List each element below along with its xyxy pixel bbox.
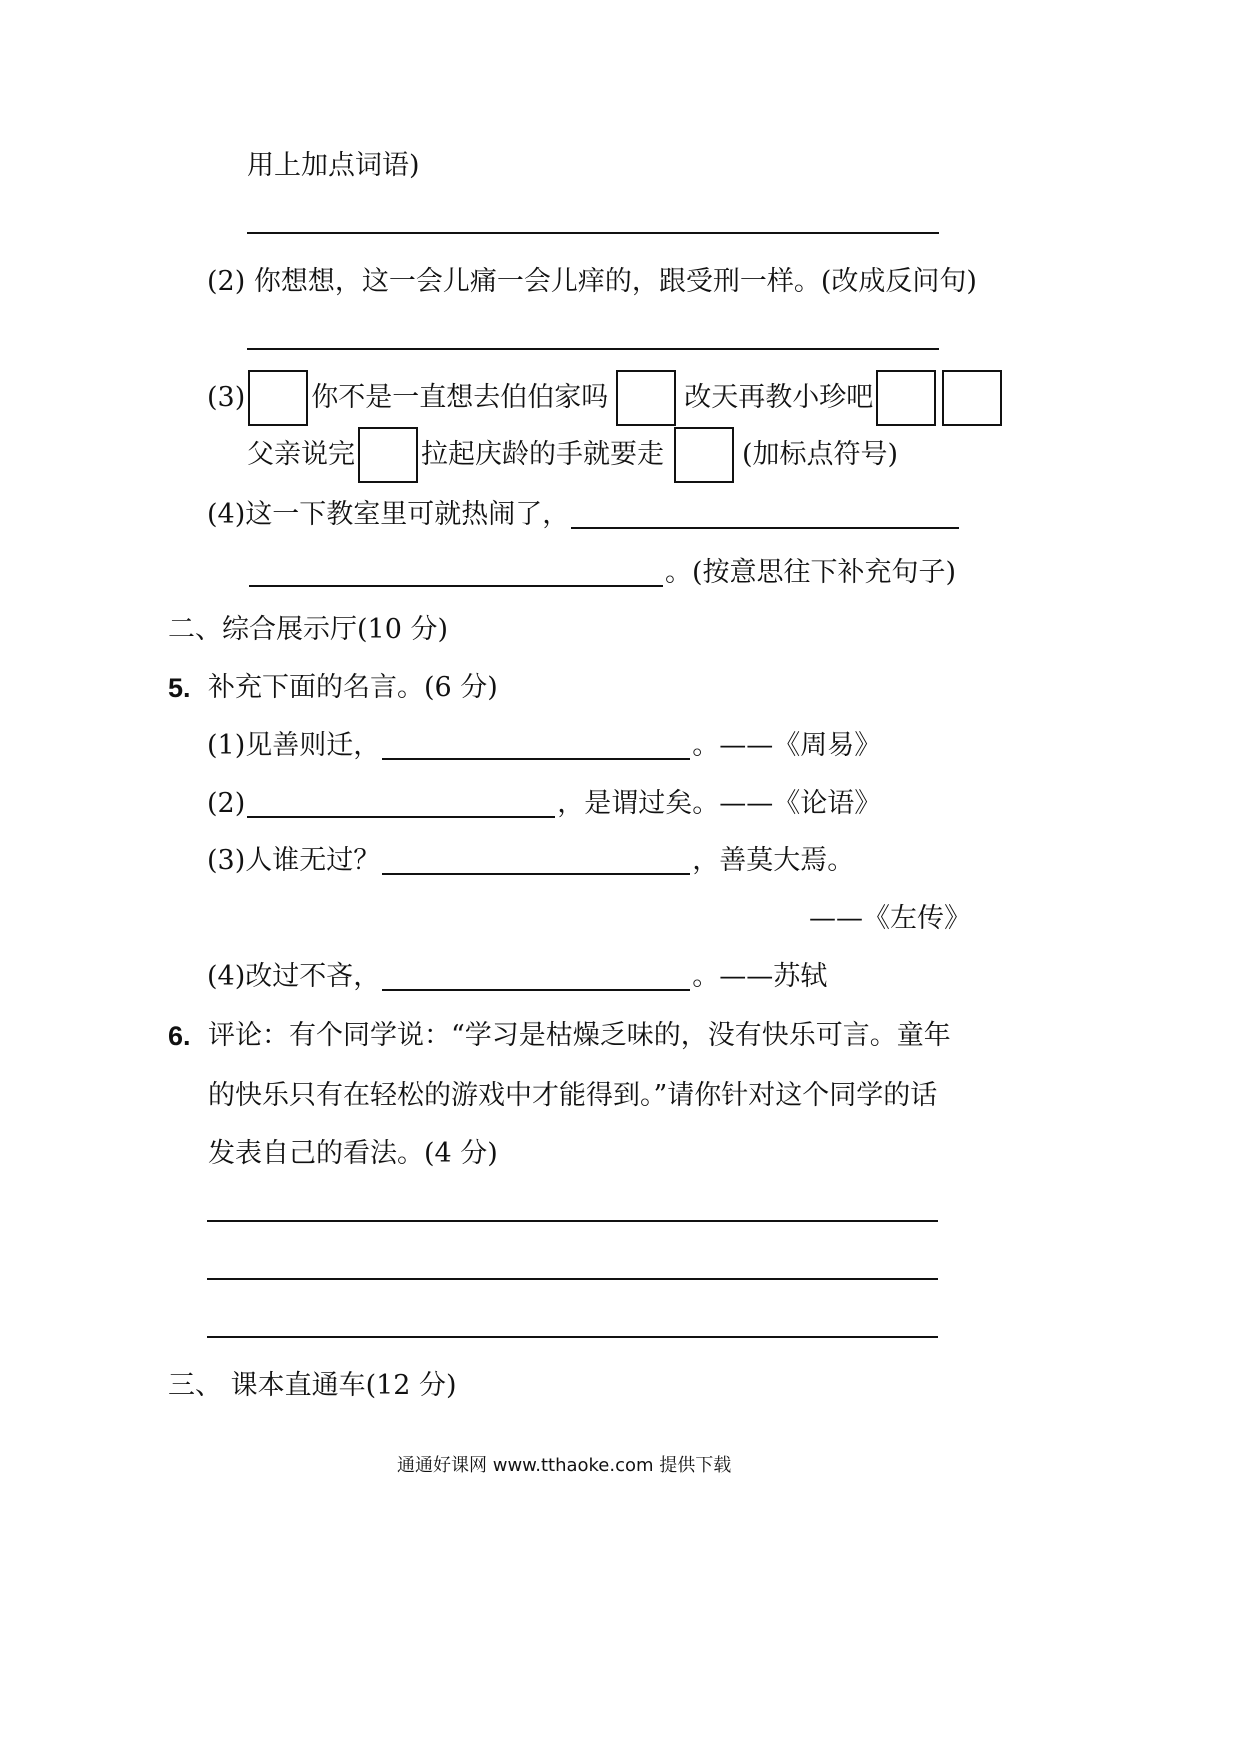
punct-box-1[interactable]: [248, 370, 308, 426]
q6-text-2: 的快乐只有在轻松的游戏中才能得到。”请你针对这个同学的话: [208, 1080, 938, 1111]
q5-item-2: [207, 786, 881, 822]
answer-line-q4-2[interactable]: [247, 348, 939, 350]
answer-blank-q4-4b[interactable]: [249, 559, 663, 587]
q4-3-hint: (加标点符号): [742, 439, 899, 470]
q5-number: 5.: [168, 673, 191, 703]
q5-item-4-tail: 。——苏轼: [692, 961, 828, 992]
q4-4-line1: [207, 497, 961, 533]
q4-3-line1: [207, 370, 1005, 426]
answer-line-q4-1[interactable]: [247, 232, 939, 234]
q5-item-1: [207, 728, 881, 764]
q5-item-2-tail: ，是谓过矣。——《论语》: [557, 788, 882, 819]
q5-item-4-lead: (4)改过不吝，: [207, 961, 381, 992]
q4-3-seg1: 你不是一直想去伯伯家吗: [311, 382, 609, 413]
punct-box-5[interactable]: [358, 427, 418, 483]
q5-heading: [168, 670, 498, 706]
answer-blank-q5-2[interactable]: [247, 790, 555, 818]
q6-text-1: 评论：有个同学说：“学习是枯燥乏味的，没有快乐可言。童年: [208, 1020, 951, 1051]
q6-number: 6.: [168, 1021, 191, 1051]
q4-3-line2: [247, 427, 898, 483]
q5-item-1-lead: (1)见善则迁，: [207, 730, 381, 761]
answer-blank-q4-4a[interactable]: [571, 501, 959, 529]
answer-blank-q5-1[interactable]: [382, 732, 690, 760]
q4-4-lead: (4)这一下教室里可就热闹了，: [207, 499, 570, 530]
q4-2-text: (2) 你想想，这一会儿痛一会儿痒的，跟受刑一样。(改成反问句): [207, 266, 977, 297]
answer-line-q6-1[interactable]: [207, 1220, 938, 1222]
q4-4-tail: 。(按意思往下补充句子): [665, 557, 957, 588]
q5-item-1-tail: 。——《周易》: [692, 730, 882, 761]
q6-text-3: 发表自己的看法。(4 分): [208, 1138, 498, 1169]
punct-box-6[interactable]: [674, 427, 734, 483]
q5-item-3-lead: (3)人谁无过？: [207, 845, 381, 876]
answer-blank-q5-4[interactable]: [382, 963, 690, 991]
q5-item-3: [207, 843, 854, 879]
q5-item-3-source: ——《左传》: [809, 903, 971, 934]
q5-item-3-tail: ，善莫大焉。: [692, 845, 855, 876]
q4-4-line2: [247, 555, 956, 591]
q4-3-seg4: 拉起庆龄的手就要走: [421, 439, 664, 470]
q4-3-seg2: 改天再教小珍吧: [684, 382, 874, 413]
punct-box-2[interactable]: [616, 370, 676, 426]
punct-box-4[interactable]: [942, 370, 1002, 426]
q4-1-tail: 用上加点词语): [247, 150, 420, 181]
punct-box-3[interactable]: [876, 370, 936, 426]
answer-line-q6-3[interactable]: [207, 1336, 938, 1338]
q6-line1: [168, 1018, 951, 1054]
answer-blank-q5-3[interactable]: [382, 847, 690, 875]
q5-item-4: [207, 959, 827, 995]
section2-title: 二、综合展示厅(10 分): [168, 614, 449, 645]
q5-text: 补充下面的名言。(6 分): [208, 672, 498, 703]
q4-3-prefix: (3): [207, 382, 246, 413]
section3-title: 三、 课本直通车(12 分): [168, 1370, 457, 1401]
answer-line-q6-2[interactable]: [207, 1278, 938, 1280]
q5-item-2-lead: (2): [207, 788, 246, 819]
q4-3-seg3: 父亲说完: [247, 439, 355, 470]
footer-credit: 通通好课网 www.tthaoke.com 提供下载: [397, 1455, 732, 1476]
